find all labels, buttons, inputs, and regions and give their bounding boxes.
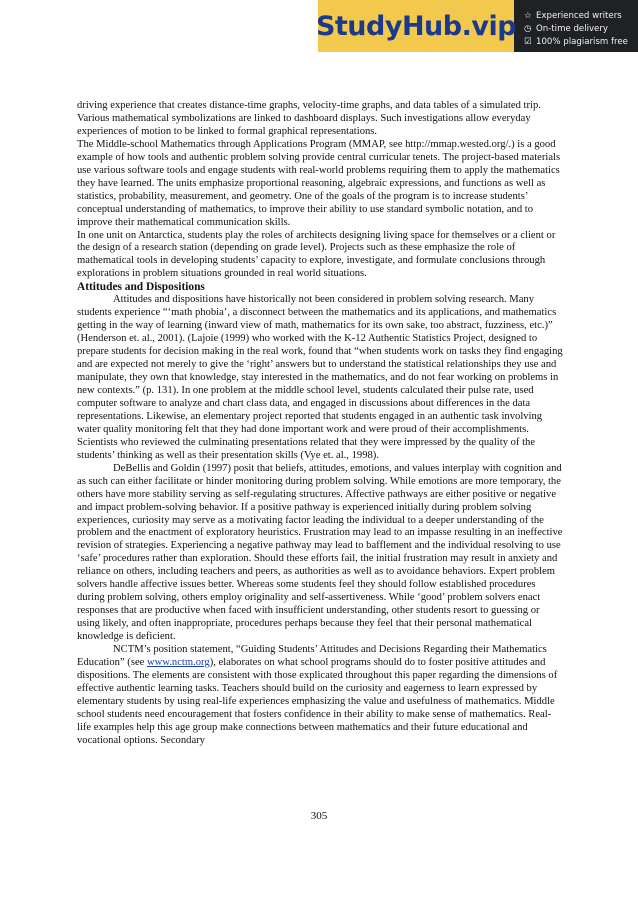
paragraph-text: NCTM’s position statement, “Guiding Students’ Attitudes and Decisions Regarding their Mathematics Education” (see <box>77 644 547 668</box>
paragraph: driving experience that creates distance-time graphs, velocity-time graphs, and data tables of a simulated trip. Various mathematical symbolizations are linked to dashboard displays. Such investigations allow everyday experiences of motion to be linked to formal graphical representations. <box>77 100 541 137</box>
studyhub-logo: StudyHub.vip <box>315 10 517 42</box>
paragraph-text: ), elaborates on what school programs should do to foster positive attitudes and dispositions. The elements are consistent with those explicated throughout this paper regarding the dimensions of effective authentic learning tasks. Teachers should build on the curiosity and eagerness to learn expressed by elementary students by using real-life experiences emphasizing the value and usefulness of mathematics. Middle school students need encouragement that fosters confidence in their ability to make sense of mathematics. Real-life examples help this age group make connections between mathematics and their future educational and vocational options. Secondary <box>77 656 558 746</box>
logo-box <box>315 0 517 52</box>
paragraph <box>77 644 565 748</box>
paragraph: In one unit on Antarctica, students play the roles of architects designing living space for themselves or a client or the design of a research station (depending on grade level). Projects such as these emphasize the role of mathematical tools in developing students’ capacity to explore, investigate, and formulate conclusions through explorations in problem situations grounded in real world situations. <box>77 229 556 280</box>
star-icon: ☆ <box>524 10 532 21</box>
feature-item <box>524 23 638 36</box>
feature-label: Experienced writers <box>536 10 622 21</box>
nctm-link[interactable]: www.nctm.org <box>147 656 210 668</box>
feature-item <box>524 10 638 23</box>
feature-item <box>524 36 638 49</box>
paragraph: Attitudes and dispositions have historically not been considered in problem solving research. Many students experience “‘math phobia’, a disconnect between the mathematics and its applications, and mathematics getting in the way of learning (inward view of math, mathematics for its own sake, too abstract, fuzziness, etc.)” (Henderson et. al., 2001). (Lajoie (1999) who worked with the K-12 Authentic Statistics Project, designed to prepare students for decision making in the real work, found that “when students work on tasks they find engaging and are expected not merely to give the ‘right’ answers but to understand the statistical relationships they use and manipulate, they own that knowledge, stay interested in the mathematics, and do not fear working on problems in new contexts.” (p. 131). In one problem at the middle school level, students calculated their pulse rate, used computer software to analyze and chart class data, and engaged in discussions about differences in the data representations. Likewise, an elementary project reported that students engaged in an authentic task involving water quality monitoring felt that they had done important work and were proud of their accomplishments. Scientists who reviewed the culminating presentations related that they were impressed by the quality of the students’ thinking as well as their presentation skills (Vye et. al., 1998). <box>77 294 563 461</box>
document-body <box>77 100 565 748</box>
checkbox-icon: ☑ <box>524 36 532 47</box>
page-number: 305 <box>310 810 328 822</box>
feature-label: 100% plagiarism free <box>536 36 628 47</box>
paragraph: The Middle-school Mathematics through Applications Program (MMAP, see http://mmap.wested.org/.) is a good example of how tools and authentic problem solving provide central curricular tenets. The project-based materials use various software tools and engage students with real-world problems requiring them to apply the mathematics they have learned. The units emphasize proportional reasoning, algebraic expressions, and functions as well as statistics, probability, measurement, and geometry. One of the goals of the program is to increase students’ conceptual understanding of mathematics, to improve their ability to use standard symbolic notation, and to improve their mathematical communication skills. <box>77 138 561 228</box>
section-heading: Attitudes and Dispositions <box>77 281 205 294</box>
feature-list <box>514 0 638 52</box>
clock-icon: ◷ <box>524 23 532 34</box>
paragraph: DeBellis and Goldin (1997) posit that beliefs, attitudes, emotions, and values interplay with cognition and as such can either facilitate or hinder monitoring during problem solving. While emotions are more temporary, the others have more stability serving as self-regulating structures. Affective pathways are either positive or negative and impact problem-solving behavior. If a positive pathway is experienced initially during problem solving experiences, curiosity may serve as a motivating factor leading the individual to a deeper understanding of the problem and the enactment of exploratory heuristics. Frustration may lead to an impasse resulting in an ineffective revision of strategies. Experiencing a negative pathway may lead to bafflement and the individual resolving to use ‘safe’ procedures rather than exploration. Should these efforts fail, the initial frustration may result in anxiety and reliance on others, including teachers and peers, as authorities as well as to avoidance behaviors. Expert problem solvers handle affective issues better. Whereas some students feel they should follow established procedures during problem solving, others employ originality and self-assertiveness. While ‘good’ problem solvers enact responses that are productive when faced with insufficient understanding, other students resort to guessing or using likely, and often inappropriate, procedures perhaps because they feel that their personal mathematical knowledge is deficient. <box>77 462 563 643</box>
feature-label: On-time delivery <box>536 23 608 34</box>
studyhub-banner[interactable] <box>315 0 638 52</box>
